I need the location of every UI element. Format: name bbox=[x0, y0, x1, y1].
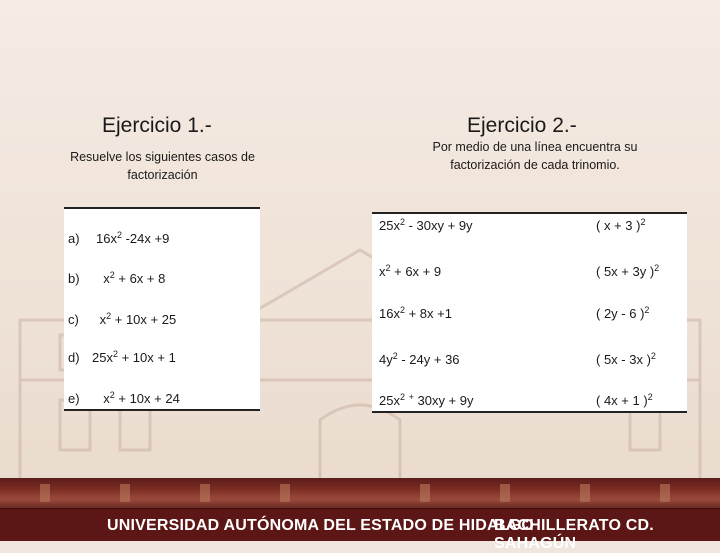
exercise2-instructions: Por medio de una línea encuentra su factorización de cada trinomio. bbox=[432, 140, 638, 172]
factor-4: ( 5x - 3x )$^2$ bbox=[596, 351, 656, 367]
window-shape bbox=[120, 484, 130, 502]
exercise1-instructions: Resuelve los siguientes casos de factorización bbox=[70, 150, 255, 182]
exercise1-title: Ejercicio 1.- bbox=[102, 114, 212, 137]
factor-5: ( 4x + 1 )$^2$ bbox=[596, 392, 653, 408]
window-shape bbox=[660, 484, 670, 502]
campus-name: BACHILLERATO CD. SAHAGÚN bbox=[494, 517, 654, 552]
window-shape bbox=[200, 484, 210, 502]
exercise1-row-c: c) $x^2 + 10x + 25$ bbox=[68, 311, 177, 327]
factor-1: ( x + 3 )$^2$ bbox=[596, 217, 646, 233]
factor-2: ( 5x + 3y )$^2$ bbox=[596, 263, 660, 279]
exercise1-row-e: e) $x^2 + 10x + 24$ bbox=[68, 390, 180, 406]
trinomial-2: $x^2 + 6x + 9$ bbox=[379, 263, 442, 279]
window-shape bbox=[420, 484, 430, 502]
exercise2-title: Ejercicio 2.- bbox=[467, 114, 577, 137]
footer-building-photo bbox=[0, 478, 720, 508]
exercise1-table bbox=[64, 207, 260, 411]
exercise1-row-b: b) $x^2 + 6x + 8$ bbox=[68, 270, 166, 286]
factor-3: ( 2y - 6 )$^2$ bbox=[596, 305, 650, 321]
window-shape bbox=[280, 484, 290, 502]
trinomial-1: $25x^2 - 30xy + 9y$ bbox=[379, 217, 473, 233]
window-shape bbox=[40, 484, 50, 502]
university-name: UNIVERSIDAD AUTÓNOMA DEL ESTADO DE HIDALGO bbox=[107, 517, 535, 534]
footer-bar bbox=[0, 508, 720, 552]
exercise1-row-d: d) $25x^2 + 10x + 1$ bbox=[68, 349, 176, 365]
trinomial-5: $25x^2$ + 30xy + 9y bbox=[379, 392, 474, 408]
window-shape bbox=[580, 484, 590, 502]
window-shape bbox=[500, 484, 510, 502]
trinomial-3: $16x^2 + 8x +1$ bbox=[379, 305, 452, 321]
trinomial-4: $4y^2 - 24y + 36$ bbox=[379, 351, 460, 367]
exercise2-table bbox=[372, 212, 687, 413]
exercise1-row-a: a) $16x^2$ -24x +9 bbox=[68, 230, 170, 246]
